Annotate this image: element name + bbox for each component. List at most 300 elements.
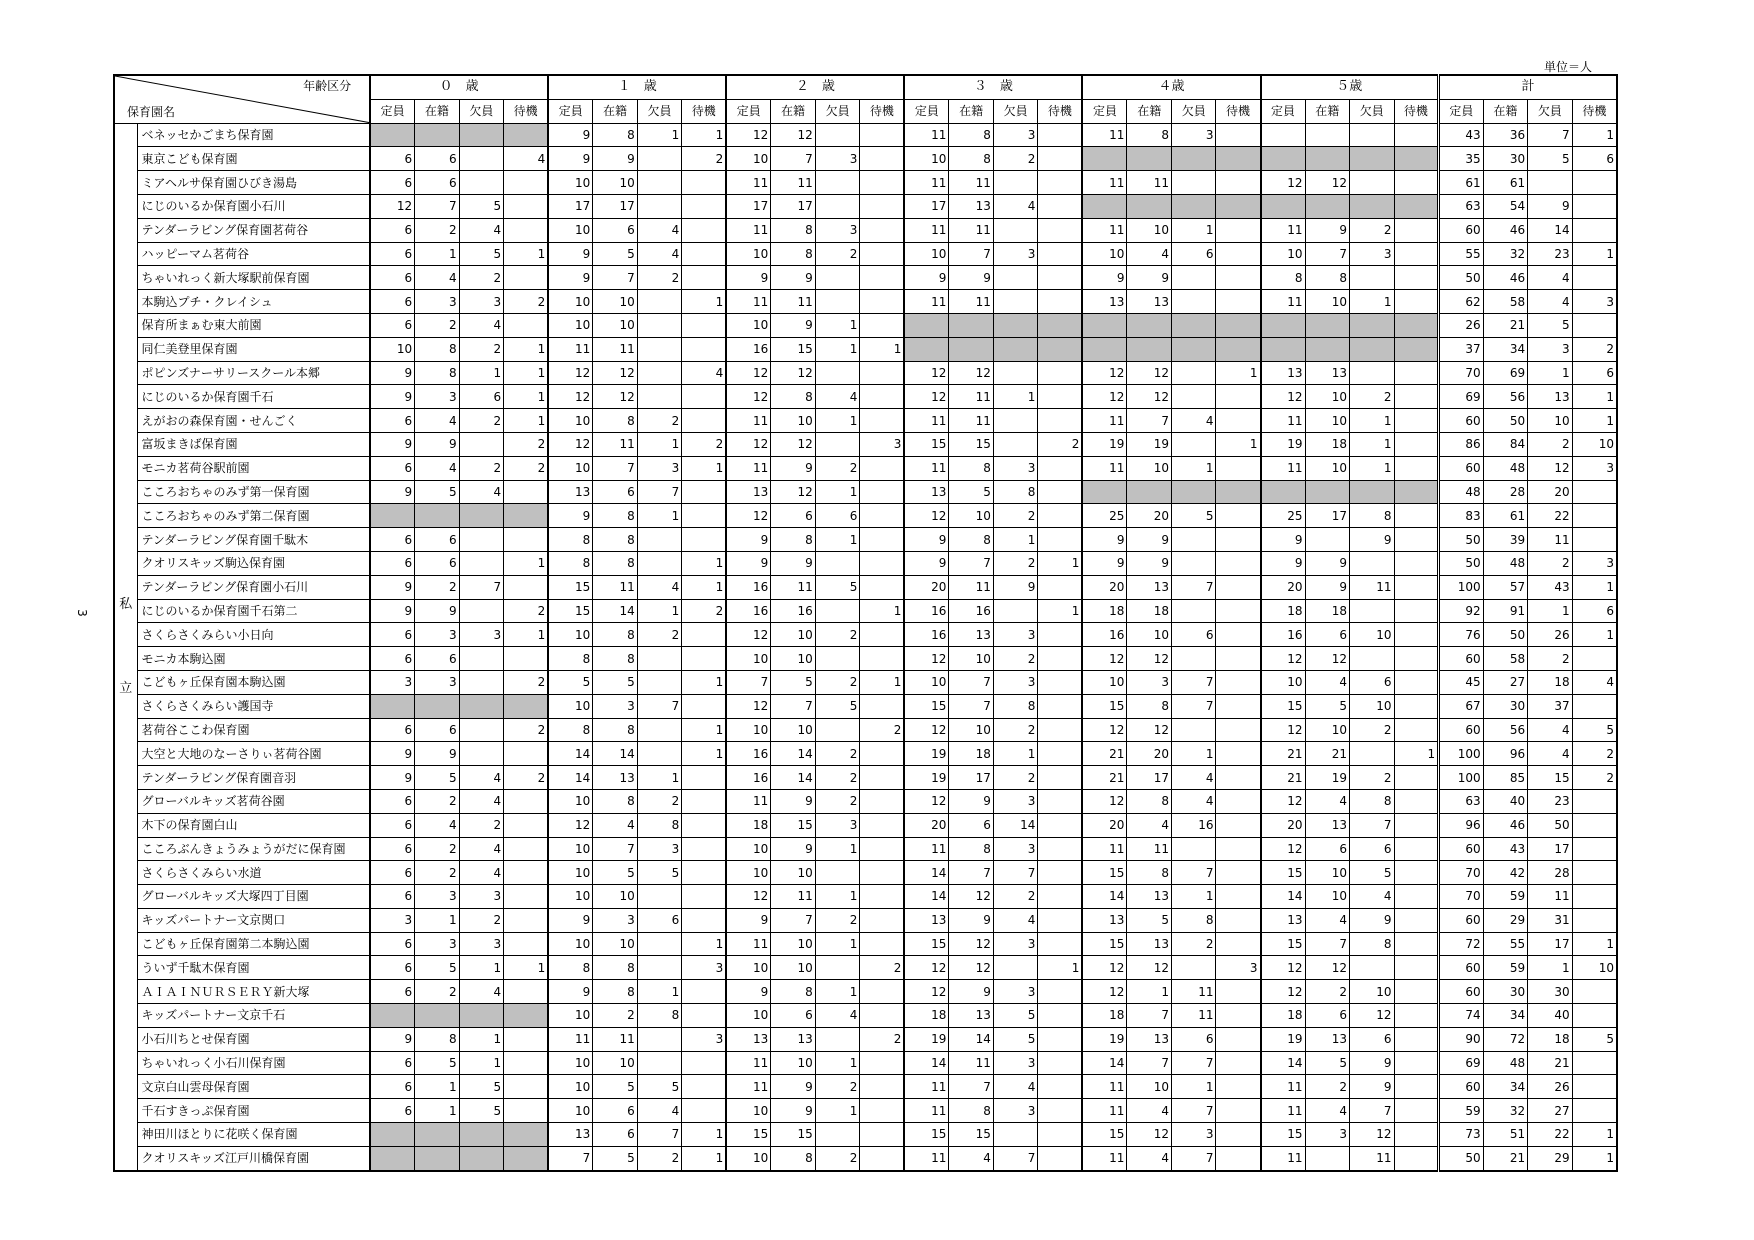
- count-cell: 25: [1261, 504, 1306, 528]
- count-cell: [993, 266, 1038, 290]
- table-row: [114, 313, 1617, 337]
- header-sub-column: 欠員: [637, 99, 682, 123]
- count-cell: [993, 599, 1038, 623]
- count-cell: 2: [459, 266, 504, 290]
- count-cell: 3: [370, 908, 415, 932]
- count-cell: [504, 313, 549, 337]
- count-cell: 13: [904, 480, 949, 504]
- count-cell: 15: [726, 1123, 771, 1147]
- count-cell: 59: [1483, 885, 1528, 909]
- count-cell: [1216, 409, 1261, 433]
- count-cell: 13: [949, 194, 994, 218]
- unit-label: 単位＝人: [1544, 60, 1593, 74]
- count-cell: 48: [1483, 1051, 1528, 1075]
- count-cell: 23: [1528, 242, 1573, 266]
- count-cell: 5: [459, 242, 504, 266]
- count-cell: 1: [637, 123, 682, 147]
- table-row: [114, 361, 1617, 385]
- count-cell: [1394, 432, 1439, 456]
- count-cell: [1394, 718, 1439, 742]
- count-cell: 10: [548, 1075, 593, 1099]
- count-cell: 10: [593, 885, 638, 909]
- count-cell: 3: [593, 908, 638, 932]
- count-cell: 14: [771, 742, 816, 766]
- count-cell: 10: [548, 837, 593, 861]
- count-cell: [993, 171, 1038, 195]
- count-cell: 4: [1171, 766, 1216, 790]
- count-cell: 3: [993, 837, 1038, 861]
- count-cell: 12: [1305, 956, 1350, 980]
- not-applicable-cell: [1394, 480, 1439, 504]
- nursery-name: 大空と大地のなーさりぃ茗荷谷園: [137, 742, 370, 766]
- count-cell: 15: [771, 813, 816, 837]
- count-cell: [637, 361, 682, 385]
- count-cell: 11: [726, 932, 771, 956]
- count-cell: [1038, 623, 1083, 647]
- count-cell: [1572, 313, 1617, 337]
- count-cell: 8: [1127, 694, 1172, 718]
- count-cell: 5: [593, 670, 638, 694]
- count-cell: 12: [1127, 647, 1172, 671]
- count-cell: [815, 718, 860, 742]
- count-cell: 10: [593, 313, 638, 337]
- count-cell: [504, 837, 549, 861]
- count-cell: 17: [1127, 766, 1172, 790]
- table-row: [114, 718, 1617, 742]
- count-cell: 13: [1127, 1027, 1172, 1051]
- count-cell: 11: [771, 885, 816, 909]
- count-cell: [1394, 1004, 1439, 1028]
- count-cell: [682, 409, 727, 433]
- count-cell: 5: [593, 1075, 638, 1099]
- count-cell: 11: [1082, 1146, 1127, 1170]
- count-cell: 4: [1528, 266, 1573, 290]
- count-cell: 2: [1350, 718, 1395, 742]
- count-cell: 1: [1572, 409, 1617, 433]
- count-cell: 9: [904, 266, 949, 290]
- count-cell: 6: [370, 313, 415, 337]
- count-cell: 10: [548, 932, 593, 956]
- count-cell: 22: [1528, 1123, 1573, 1147]
- count-cell: 12: [726, 504, 771, 528]
- count-cell: 7: [637, 1123, 682, 1147]
- count-cell: 3: [415, 885, 460, 909]
- count-cell: 8: [1127, 789, 1172, 813]
- count-cell: 16: [1261, 623, 1306, 647]
- count-cell: [860, 861, 905, 885]
- count-cell: [637, 337, 682, 361]
- count-cell: 9: [726, 908, 771, 932]
- count-cell: 11: [1261, 456, 1306, 480]
- count-cell: 13: [1127, 932, 1172, 956]
- nursery-name: さくらさくみらい水道: [137, 861, 370, 885]
- count-cell: 11: [904, 409, 949, 433]
- count-cell: 9: [370, 742, 415, 766]
- count-cell: 12: [1127, 361, 1172, 385]
- count-cell: 18: [904, 1004, 949, 1028]
- count-cell: 2: [1350, 385, 1395, 409]
- count-cell: 12: [1082, 980, 1127, 1004]
- count-cell: [682, 242, 727, 266]
- count-cell: [682, 266, 727, 290]
- count-cell: 1: [1528, 361, 1573, 385]
- count-cell: 11: [904, 1075, 949, 1099]
- count-cell: 1: [993, 528, 1038, 552]
- count-cell: [860, 147, 905, 171]
- count-cell: 31: [1528, 908, 1573, 932]
- count-cell: [459, 171, 504, 195]
- count-cell: 10: [548, 1051, 593, 1075]
- count-cell: 10: [1350, 980, 1395, 1004]
- count-cell: 2: [415, 789, 460, 813]
- count-cell: [1171, 266, 1216, 290]
- count-cell: [459, 599, 504, 623]
- count-cell: [1038, 194, 1083, 218]
- count-cell: 21: [1082, 742, 1127, 766]
- count-cell: 8: [771, 385, 816, 409]
- count-cell: [860, 480, 905, 504]
- count-cell: 35: [1439, 147, 1484, 171]
- count-cell: [815, 361, 860, 385]
- nursery-name: にじのいるか保育園千石第二: [137, 599, 370, 623]
- count-cell: 5: [415, 480, 460, 504]
- count-cell: [993, 1123, 1038, 1147]
- count-cell: 15: [949, 1123, 994, 1147]
- not-applicable-cell: [1350, 313, 1395, 337]
- count-cell: 1: [504, 956, 549, 980]
- count-cell: 2: [504, 718, 549, 742]
- table-row: [114, 290, 1617, 314]
- count-cell: [860, 1123, 905, 1147]
- count-cell: 60: [1439, 218, 1484, 242]
- count-cell: 3: [1171, 123, 1216, 147]
- count-cell: 2: [815, 908, 860, 932]
- count-cell: 21: [1261, 766, 1306, 790]
- not-applicable-cell: [1394, 337, 1439, 361]
- count-cell: [860, 1051, 905, 1075]
- count-cell: 12: [904, 647, 949, 671]
- count-cell: 7: [1171, 1051, 1216, 1075]
- count-cell: [1350, 266, 1395, 290]
- count-cell: [1038, 290, 1083, 314]
- header-sub-column: 待機: [504, 99, 549, 123]
- count-cell: 9: [548, 242, 593, 266]
- table-row: [114, 266, 1617, 290]
- header-nursery-name-label: 保育園名: [127, 104, 176, 119]
- count-cell: 7: [949, 694, 994, 718]
- count-cell: [682, 766, 727, 790]
- count-cell: 61: [1483, 171, 1528, 195]
- count-cell: 92: [1439, 599, 1484, 623]
- not-applicable-cell: [1350, 337, 1395, 361]
- count-cell: [1572, 885, 1617, 909]
- count-cell: 17: [771, 194, 816, 218]
- count-cell: 2: [415, 980, 460, 1004]
- count-cell: 17: [1528, 837, 1573, 861]
- nursery-name: ＡＩＡＩＮＵＲＳＥＲＹ新大塚: [137, 980, 370, 1004]
- count-cell: 10: [1350, 623, 1395, 647]
- count-cell: 19: [1261, 432, 1306, 456]
- nursery-name: 千石すきっぷ保育園: [137, 1099, 370, 1123]
- count-cell: 14: [548, 766, 593, 790]
- header-sub-column: 定員: [1439, 99, 1484, 123]
- count-cell: 3: [815, 147, 860, 171]
- count-cell: 3: [993, 789, 1038, 813]
- count-cell: 10: [548, 218, 593, 242]
- count-cell: 2: [682, 147, 727, 171]
- count-cell: 8: [593, 623, 638, 647]
- count-cell: 11: [593, 575, 638, 599]
- count-cell: [1216, 242, 1261, 266]
- count-cell: 56: [1483, 718, 1528, 742]
- count-cell: 8: [1350, 789, 1395, 813]
- count-cell: [504, 789, 549, 813]
- count-cell: 9: [1082, 551, 1127, 575]
- count-cell: [1038, 885, 1083, 909]
- count-cell: 6: [370, 456, 415, 480]
- count-cell: 5: [993, 1004, 1038, 1028]
- count-cell: 12: [1127, 956, 1172, 980]
- table-row: [114, 171, 1617, 195]
- count-cell: 9: [1350, 1075, 1395, 1099]
- count-cell: 6: [1305, 623, 1350, 647]
- count-cell: [1572, 694, 1617, 718]
- nursery-capacity-table: [113, 74, 1618, 1172]
- count-cell: 1: [415, 1075, 460, 1099]
- count-cell: [682, 647, 727, 671]
- count-cell: [1572, 861, 1617, 885]
- count-cell: [637, 313, 682, 337]
- count-cell: 5: [1127, 908, 1172, 932]
- count-cell: [1216, 1004, 1261, 1028]
- table-row: [114, 980, 1617, 1004]
- nursery-name: 本駒込プチ・クレイシュ: [137, 290, 370, 314]
- count-cell: 83: [1439, 504, 1484, 528]
- count-cell: 6: [949, 813, 994, 837]
- count-cell: 30: [1483, 694, 1528, 718]
- count-cell: 2: [637, 1146, 682, 1170]
- count-cell: [1394, 385, 1439, 409]
- count-cell: 6: [415, 171, 460, 195]
- count-cell: [1572, 266, 1617, 290]
- count-cell: [1038, 1051, 1083, 1075]
- count-cell: 5: [1171, 504, 1216, 528]
- count-cell: 9: [771, 837, 816, 861]
- count-cell: 1: [815, 837, 860, 861]
- count-cell: 3: [459, 290, 504, 314]
- header-sub-column: 欠員: [815, 99, 860, 123]
- count-cell: 10: [1305, 409, 1350, 433]
- count-cell: [1038, 575, 1083, 599]
- count-cell: 72: [1439, 932, 1484, 956]
- count-cell: 14: [1528, 218, 1573, 242]
- count-cell: 7: [1127, 409, 1172, 433]
- count-cell: 100: [1439, 575, 1484, 599]
- count-cell: [459, 551, 504, 575]
- count-cell: 12: [904, 361, 949, 385]
- nursery-name: テンダーラビング保育園小石川: [137, 575, 370, 599]
- count-cell: 4: [1305, 908, 1350, 932]
- not-applicable-cell: [1261, 194, 1306, 218]
- not-applicable-cell: [1082, 147, 1127, 171]
- count-cell: 10: [1261, 670, 1306, 694]
- count-cell: [459, 670, 504, 694]
- count-cell: 12: [1127, 385, 1172, 409]
- count-cell: [682, 218, 727, 242]
- count-cell: 2: [993, 885, 1038, 909]
- count-cell: 1: [815, 885, 860, 909]
- count-cell: 3: [1305, 1123, 1350, 1147]
- count-cell: [682, 194, 727, 218]
- count-cell: [860, 1004, 905, 1028]
- count-cell: 2: [815, 1075, 860, 1099]
- not-applicable-cell: [1082, 194, 1127, 218]
- count-cell: 76: [1439, 623, 1484, 647]
- table-row: [114, 647, 1617, 671]
- count-cell: 1: [459, 1051, 504, 1075]
- count-cell: 1: [682, 575, 727, 599]
- count-cell: 55: [1439, 242, 1484, 266]
- count-cell: 15: [1082, 1123, 1127, 1147]
- count-cell: 3: [993, 456, 1038, 480]
- count-cell: 3: [593, 694, 638, 718]
- count-cell: 1: [993, 742, 1038, 766]
- not-applicable-cell: [1305, 337, 1350, 361]
- count-cell: 1: [504, 385, 549, 409]
- count-cell: 2: [1528, 647, 1573, 671]
- count-cell: 2: [1305, 980, 1350, 1004]
- count-cell: 5: [415, 1051, 460, 1075]
- count-cell: 10: [726, 718, 771, 742]
- count-cell: 9: [949, 908, 994, 932]
- count-cell: 11: [1127, 171, 1172, 195]
- count-cell: 10: [1082, 670, 1127, 694]
- count-cell: 9: [548, 908, 593, 932]
- count-cell: [1216, 528, 1261, 552]
- count-cell: [459, 647, 504, 671]
- count-cell: 10: [726, 1004, 771, 1028]
- count-cell: [637, 194, 682, 218]
- count-cell: [637, 1027, 682, 1051]
- count-cell: 2: [682, 432, 727, 456]
- count-cell: 4: [415, 409, 460, 433]
- header-corner: [114, 75, 370, 123]
- count-cell: 6: [459, 385, 504, 409]
- count-cell: 12: [1261, 837, 1306, 861]
- nursery-name: テンダーラビング保育園茗荷谷: [137, 218, 370, 242]
- count-cell: 1: [504, 361, 549, 385]
- count-cell: 74: [1439, 1004, 1484, 1028]
- count-cell: 2: [415, 861, 460, 885]
- count-cell: 12: [771, 480, 816, 504]
- count-cell: [637, 932, 682, 956]
- count-cell: [1216, 456, 1261, 480]
- count-cell: [860, 551, 905, 575]
- header-sub-column: 定員: [726, 99, 771, 123]
- count-cell: [815, 1123, 860, 1147]
- table-row: [114, 123, 1617, 147]
- count-cell: [504, 528, 549, 552]
- count-cell: 4: [459, 766, 504, 790]
- count-cell: [1216, 575, 1261, 599]
- not-applicable-cell: [1261, 313, 1306, 337]
- count-cell: 10: [548, 313, 593, 337]
- count-cell: 4: [1127, 242, 1172, 266]
- count-cell: [1216, 980, 1261, 1004]
- count-cell: 11: [771, 171, 816, 195]
- nursery-name: ミアヘルサ保育園ひびき湯島: [137, 171, 370, 195]
- count-cell: [682, 171, 727, 195]
- count-cell: [1572, 908, 1617, 932]
- count-cell: [1216, 766, 1261, 790]
- count-cell: 6: [1171, 1027, 1216, 1051]
- count-cell: 8: [415, 337, 460, 361]
- count-cell: [1572, 171, 1617, 195]
- count-cell: 12: [1261, 980, 1306, 1004]
- count-cell: [504, 218, 549, 242]
- not-applicable-cell: [1305, 480, 1350, 504]
- count-cell: 10: [548, 1004, 593, 1028]
- count-cell: [1572, 813, 1617, 837]
- count-cell: 18: [1082, 599, 1127, 623]
- not-applicable-cell: [1082, 313, 1127, 337]
- count-cell: 13: [949, 1004, 994, 1028]
- nursery-name: 保育所まぁむ東大前園: [137, 313, 370, 337]
- count-cell: 11: [904, 456, 949, 480]
- count-cell: 11: [904, 1099, 949, 1123]
- not-applicable-cell: [904, 337, 949, 361]
- count-cell: [1394, 956, 1439, 980]
- count-cell: [1350, 956, 1395, 980]
- count-cell: 7: [1171, 1146, 1216, 1170]
- count-cell: 13: [1082, 908, 1127, 932]
- count-cell: 6: [370, 980, 415, 1004]
- count-cell: 28: [1483, 480, 1528, 504]
- count-cell: 5: [459, 1099, 504, 1123]
- count-cell: 42: [1483, 861, 1528, 885]
- count-cell: 3: [415, 932, 460, 956]
- count-cell: [1216, 861, 1261, 885]
- count-cell: 13: [548, 1123, 593, 1147]
- count-cell: 2: [815, 670, 860, 694]
- count-cell: 11: [1127, 837, 1172, 861]
- count-cell: 1: [1572, 932, 1617, 956]
- count-cell: 2: [993, 647, 1038, 671]
- not-applicable-cell: [370, 1004, 415, 1028]
- count-cell: [682, 528, 727, 552]
- count-cell: 9: [548, 266, 593, 290]
- count-cell: 15: [1261, 932, 1306, 956]
- count-cell: 2: [1350, 218, 1395, 242]
- count-cell: 9: [1127, 266, 1172, 290]
- count-cell: 10: [548, 789, 593, 813]
- count-cell: 13: [548, 480, 593, 504]
- count-cell: 8: [548, 647, 593, 671]
- count-cell: 15: [1082, 694, 1127, 718]
- nursery-name: 同仁美登里保育園: [137, 337, 370, 361]
- count-cell: [860, 385, 905, 409]
- count-cell: [1038, 813, 1083, 837]
- count-cell: 14: [949, 1027, 994, 1051]
- nursery-name: さくらさくみらい護国寺: [137, 694, 370, 718]
- count-cell: 21: [1483, 313, 1528, 337]
- count-cell: 21: [1261, 742, 1306, 766]
- table-row: [114, 885, 1617, 909]
- count-cell: 10: [726, 956, 771, 980]
- count-cell: [1394, 456, 1439, 480]
- nursery-name: グローバルキッズ茗荷谷園: [137, 789, 370, 813]
- count-cell: 9: [1528, 194, 1573, 218]
